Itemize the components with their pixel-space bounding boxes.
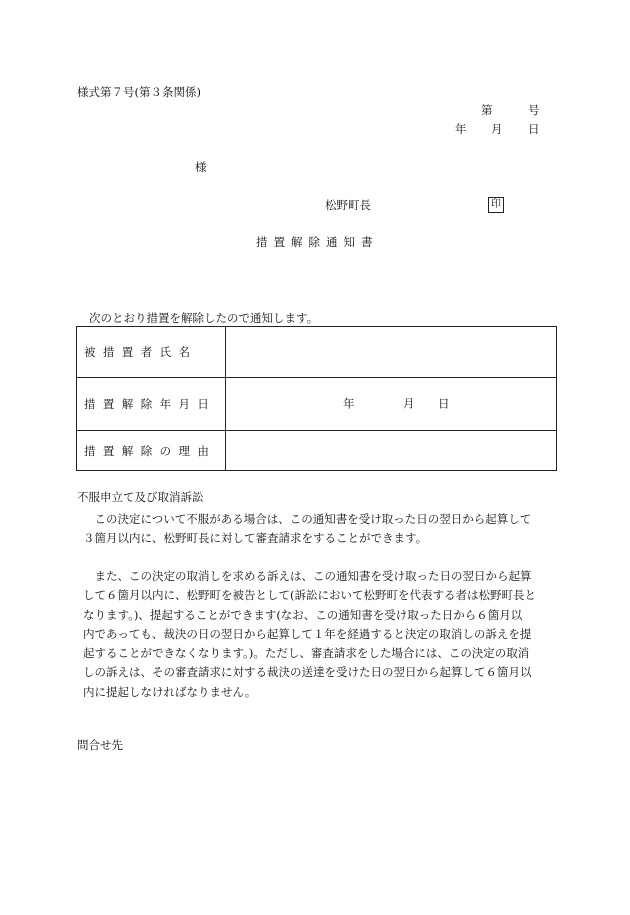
paragraph-line: 内に提起しなければなりません。 <box>83 684 257 699</box>
release-date-year: 年 <box>343 396 355 411</box>
document-number-unit: 号 <box>528 103 540 117</box>
paragraph-line: しの訴えは、その審査請求に対する裁決の送達を受けた日の翌日から起算して６箇月以 <box>83 665 532 680</box>
document-title: 措置解除通知書 <box>256 235 379 249</box>
issue-date-year: 年 <box>455 122 467 136</box>
row-value-release-date <box>226 378 557 431</box>
document-number-label: 第 <box>481 103 493 117</box>
sender-name: 松野町長 <box>325 198 371 212</box>
intro-text: 次のとおり措置を解除したので通知します。 <box>89 311 319 325</box>
row-label-name: 被措置者氏名 <box>77 327 226 378</box>
seal-mark: 印 <box>488 197 504 213</box>
row-label-release-date: 措置解除年月日 <box>77 378 226 431</box>
paragraph-line: ３箇月以内に、松野町長に対して審査請求をすることができます。 <box>83 531 428 546</box>
row-value-reason <box>226 431 557 471</box>
table-row <box>77 431 557 471</box>
row-value-name <box>226 327 557 378</box>
paragraph-line: なります。)、提起することができます(なお、この通知書を受け取った日から６箇月以 <box>83 607 523 622</box>
row-label-reason: 措置解除の理由 <box>77 431 226 471</box>
appeal-paragraph-2 <box>83 567 557 702</box>
paragraph-line: 内であっても、裁決の日の翌日から起算して１年を経過すると決定の取消しの訴えを提 <box>83 626 532 641</box>
appeal-heading: 不服申立て及び取消訴訟 <box>77 490 204 504</box>
form-label: 様式第７号(第３条関係) <box>77 85 201 99</box>
appeal-paragraph-1 <box>83 510 557 549</box>
table-row <box>77 378 557 431</box>
paragraph-line: して６箇月以内に、松野町を被告として(訴訟において松野町を代表する者は松野町長と <box>83 588 536 603</box>
release-date-day: 日 <box>438 396 450 411</box>
issue-date-day: 日 <box>528 122 540 136</box>
paragraph-line: また、この決定の取消しを求める訴えは、この通知書を受け取った日の翌日から起算 <box>83 569 532 583</box>
paragraph-line: 起することができなくなります。)。ただし、審査請求をした場合には、この決定の取消 <box>83 646 530 661</box>
info-table <box>76 326 557 471</box>
issue-date-month: 月 <box>491 122 503 136</box>
release-date-month: 月 <box>403 396 415 411</box>
recipient-honorific: 様 <box>195 160 207 174</box>
contact-label: 問合せ先 <box>77 738 123 752</box>
table-row <box>77 327 557 378</box>
paragraph-line: この決定について不服がある場合は、この通知書を受け取った日の翌日から起算して <box>83 512 532 526</box>
